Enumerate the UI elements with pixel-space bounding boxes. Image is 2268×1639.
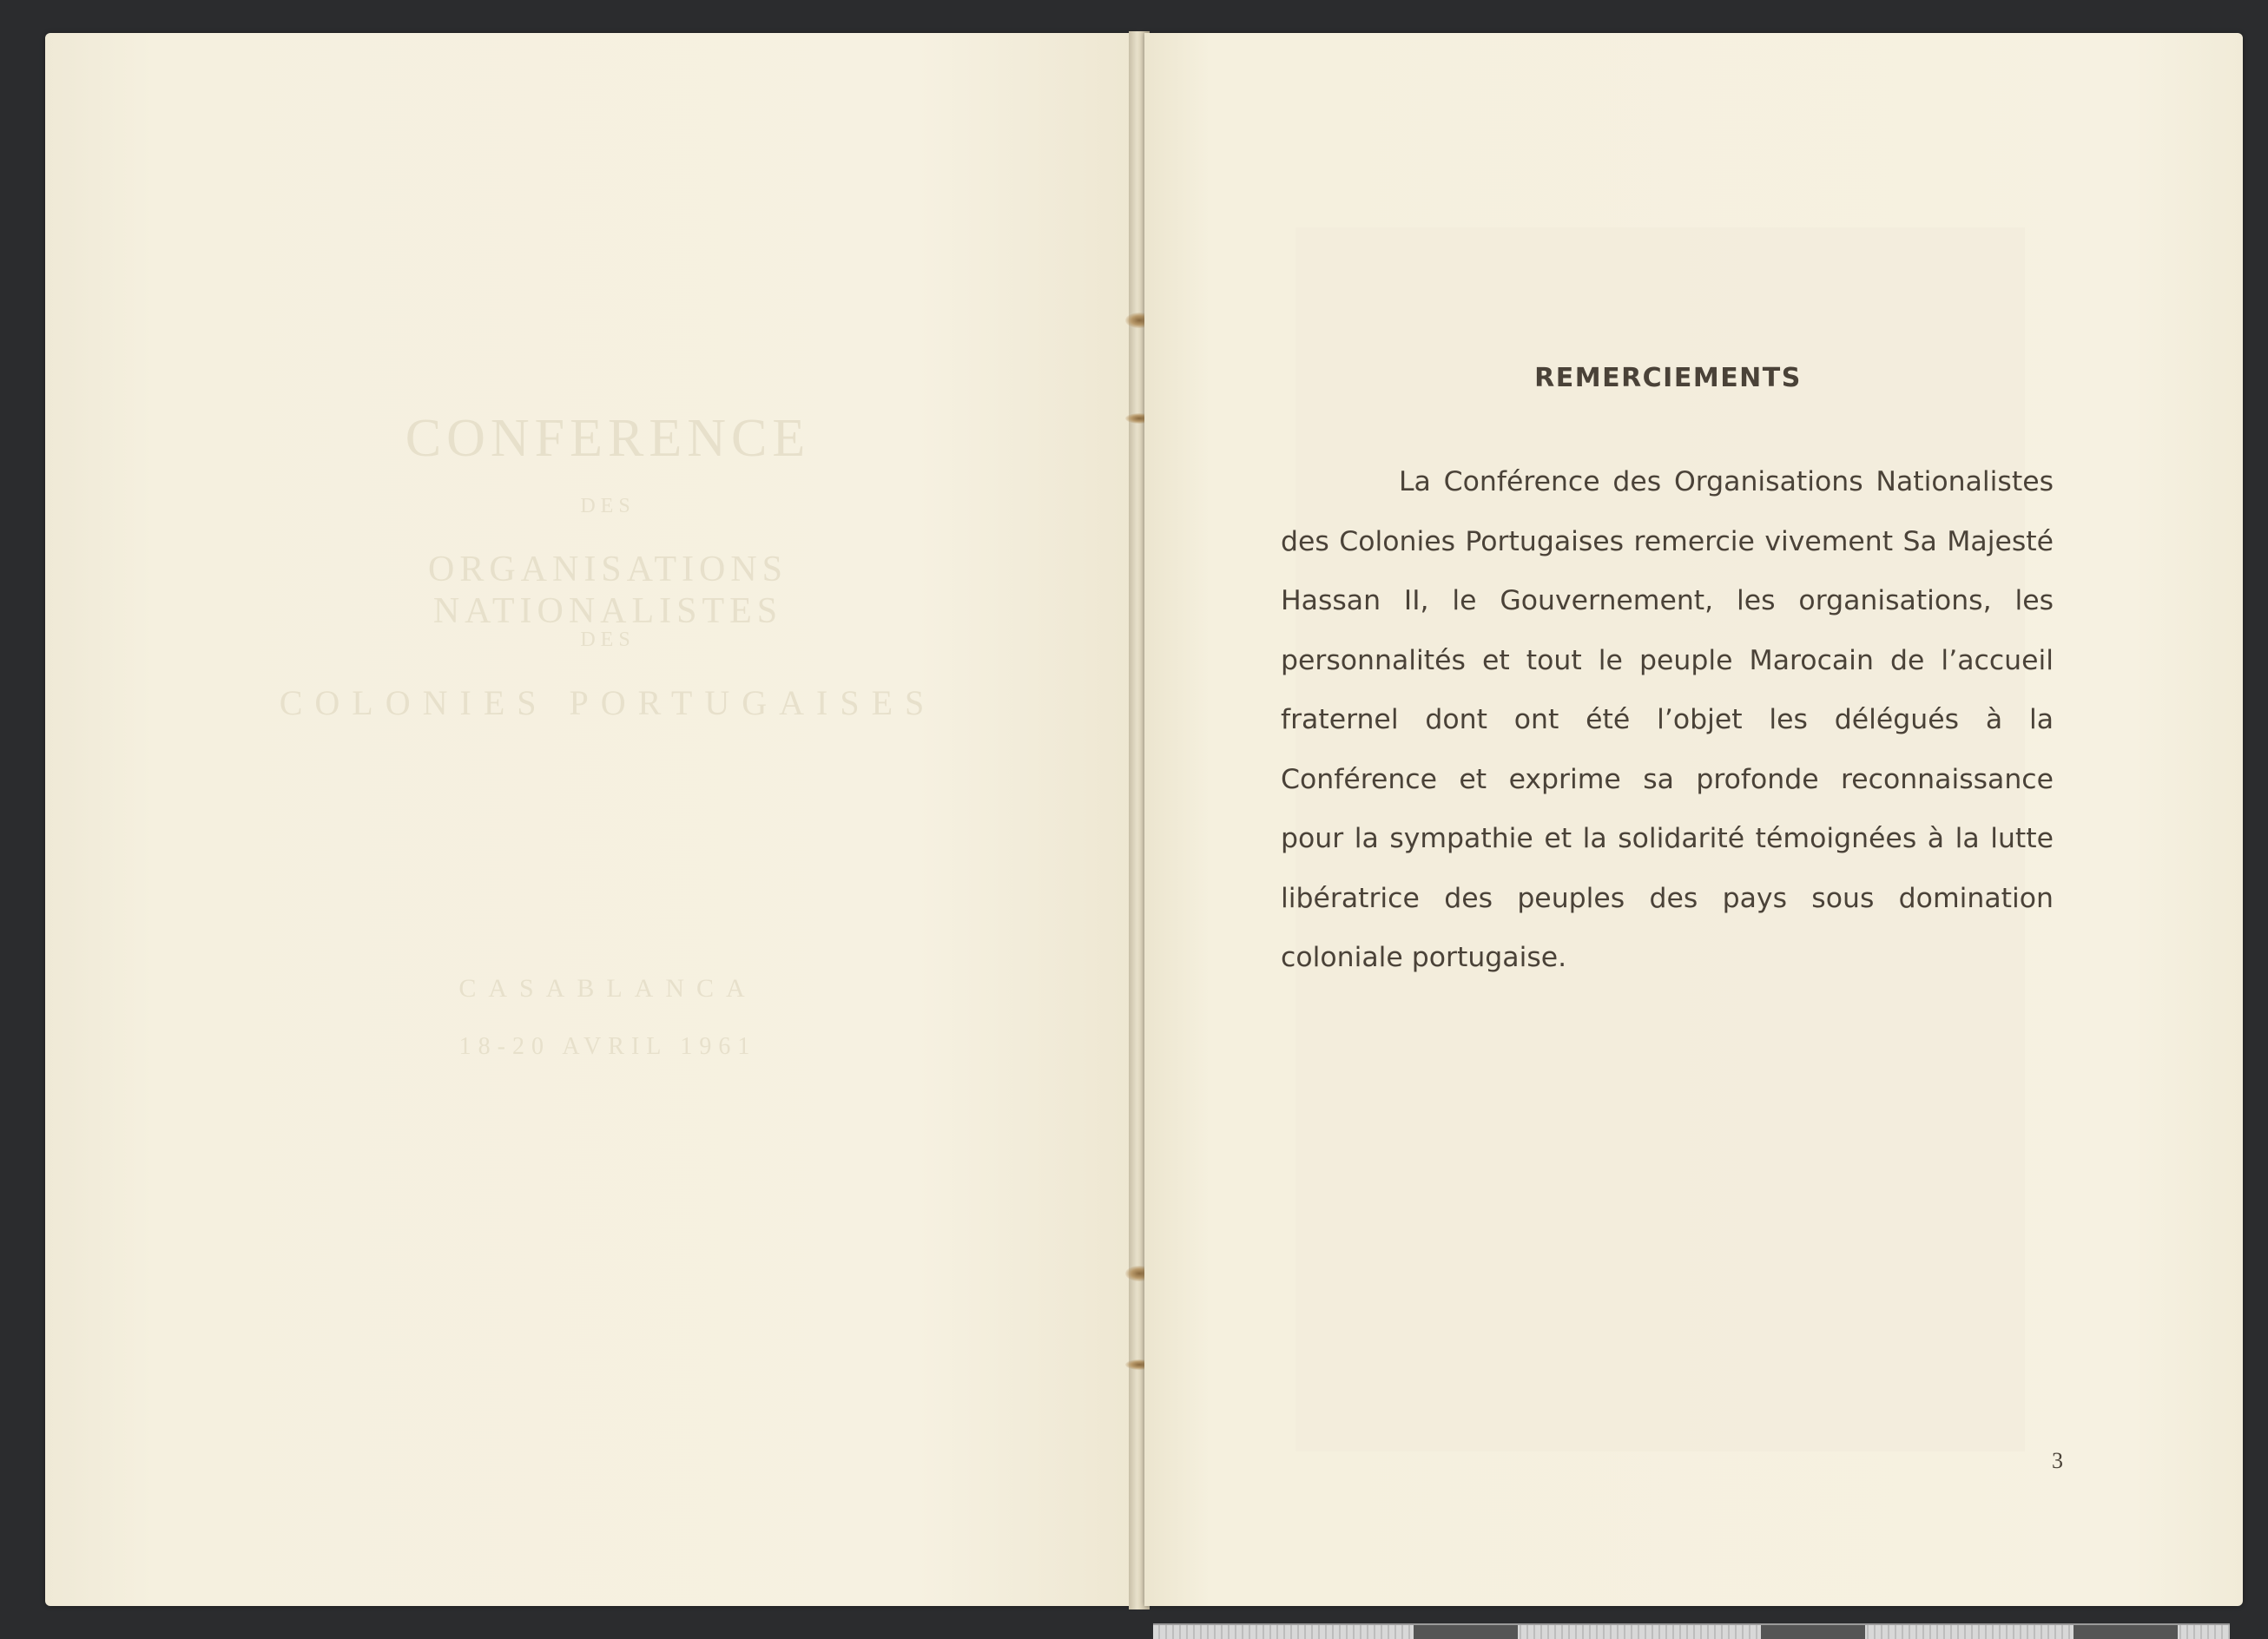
bleed-through-line-1: CONFERENCE	[405, 409, 811, 468]
bleed-through-line-7: 18-20 AVRIL 1961	[458, 1033, 757, 1060]
bleed-through-line-2: DES	[580, 495, 636, 517]
page-number: 3	[2052, 1448, 2063, 1473]
bleed-through-line-3: ORGANISATIONS NATIONALISTES	[427, 550, 788, 631]
bleed-through-line-6: CASABLANCA	[458, 974, 757, 1003]
left-page	[45, 33, 1135, 1606]
scale-ruler	[1153, 1623, 2230, 1639]
bleed-through-line-5: COLONIES PORTUGAISES	[279, 683, 937, 722]
acknowledgement-paragraph: La Conférence des Organisations Nationalistes des Colonies Portugaises remercie vivement Sa Majesté Hassan II, le Gouvernement, les organisations, les personnalités et tout le peuple Marocain de l’accueil fraternel dont ont été l’objet les délégués à la Conférence et exprime sa profonde reconnaissance pour la sympathie et la solidarité témoignées à la lutte libératrice des peuples des pays sous domination coloniale portugaise.	[1281, 466, 2054, 973]
page-title: REMERCIEMENTS	[1534, 363, 1802, 393]
bleed-through-line-4: DES	[580, 629, 636, 651]
